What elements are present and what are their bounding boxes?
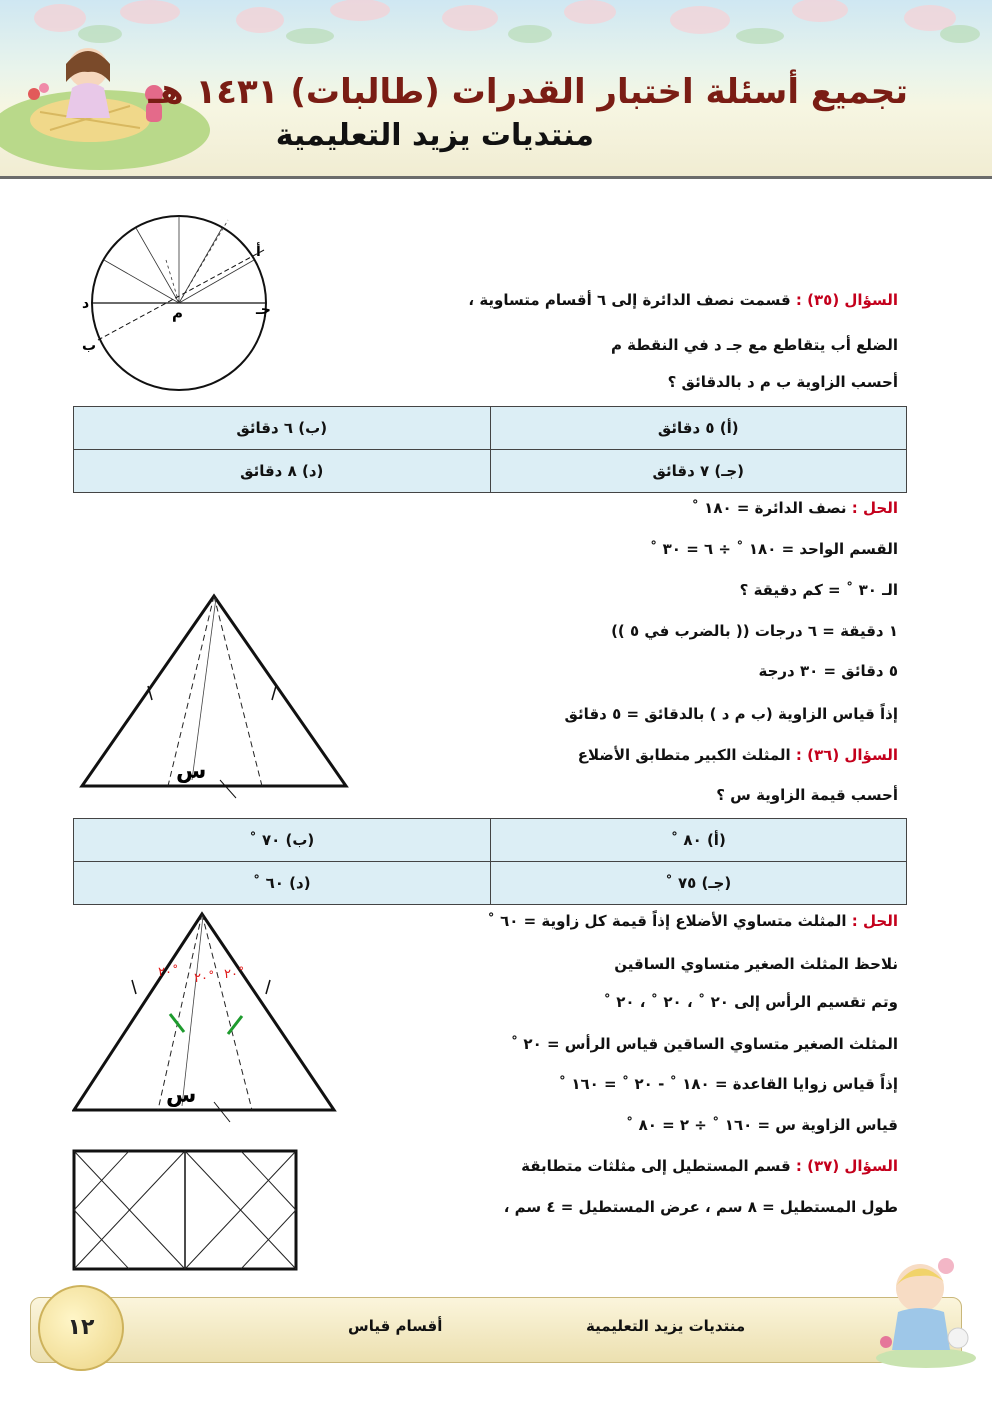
q35-text-1: قسمت نصف الدائرة إلى ٦ أقسام متساوية ،: [468, 291, 791, 309]
option-b[interactable]: (ب) ٧٠ ˚: [74, 819, 491, 862]
q36-text-1: المثلث الكبير متطابق الأضلاع: [577, 746, 791, 764]
page-footer: [30, 1297, 962, 1363]
angle-mark-2: ٢٠˚: [194, 971, 215, 986]
q36-label: السؤال (٣٦) :: [795, 746, 898, 764]
q35-solution-6: إذاً قياس الزاوية (ب م د ) بالدقائق = ٥ دقائق: [564, 705, 898, 723]
option-a[interactable]: (أ) ٨٠ ˚: [490, 819, 907, 862]
label-j: جـ: [256, 302, 271, 318]
angle-mark-1: ٢٠˚: [158, 965, 179, 980]
q35-solution-5: ٥ دقائق = ٣٠ درجة: [758, 662, 898, 680]
q36-solution-2: نلاحظ المثلث الصغير متساوي الساقين: [614, 955, 898, 973]
q36-solution-4: المثلث الصغير متساوي الساقين قياس الرأس = ٢٠ ˚: [510, 1035, 898, 1053]
triangle-figure-2: [72, 910, 342, 1125]
circle-figure: [78, 210, 278, 400]
option-d[interactable]: (د) ٦٠ ˚: [74, 862, 491, 905]
q36-line-1: [578, 746, 898, 764]
header-title: تجميع أسئلة اختبار القدرات (طالبات) ١٤٣١ هـ: [148, 72, 908, 112]
q35-solution-3: الـ ٣٠ ˚ = كم دقيقة ؟: [739, 581, 898, 599]
option-b[interactable]: (ب) ٦ دقائق: [74, 407, 491, 450]
triangle-figure-1: [76, 590, 356, 800]
q35-text-3: أحسب الزاوية ب م د بالدقائق ؟: [667, 373, 898, 391]
q37-text-1: قسم المستطيل إلى مثلثات متطابقة: [521, 1157, 791, 1175]
q35-solution-4: ١ دقيقة = ٦ درجات (( بالضرب في ٥ )): [611, 622, 898, 640]
q37-line-1: [521, 1157, 898, 1175]
q36-solution-label: الحل :: [851, 912, 898, 930]
q35-text-2: الضلع أب يتقاطع مع جـ د في النقطة م: [610, 336, 898, 354]
q36-text-2: أحسب قيمة الزاوية س ؟: [716, 786, 898, 804]
option-c[interactable]: (جـ) ٧٥ ˚: [490, 862, 907, 905]
label-s-2: س: [166, 1083, 197, 1108]
q37-text-2: طول المستطيل = ٨ سم ، عرض المستطيل = ٤ سم ،: [503, 1198, 898, 1216]
page-number: ١٢: [38, 1285, 124, 1371]
option-d[interactable]: (د) ٨ دقائق: [74, 450, 491, 493]
q36-options-table: [73, 818, 907, 905]
label-m: م: [172, 304, 183, 322]
option-c[interactable]: (جـ) ٧ دقائق: [490, 450, 907, 493]
q36-solution-5: إذاً قياس زوايا القاعدة = ١٨٠ ˚ - ٢٠ ˚ = ١٦٠ ˚: [558, 1075, 898, 1093]
q36-solution-3: وتم تقسيم الرأس إلى ٢٠ ˚ ، ٢٠ ˚ ، ٢٠ ˚: [603, 993, 898, 1011]
angle-mark-3: ٢٠˚: [224, 967, 245, 982]
q36-solution-1: الحل : المثلث متساوي الأضلاع إذاً قيمة كل زاوية = ٦٠ ˚: [487, 912, 898, 930]
option-a[interactable]: (أ) ٥ دقائق: [490, 407, 907, 450]
q35-label: السؤال (٣٥) :: [795, 291, 898, 309]
footer-section: أقسام قياس: [348, 1317, 443, 1335]
page-header: [0, 0, 992, 178]
q35-solution-2: القسم الواحد = ١٨٠ ˚ ÷ ٦ = ٣٠ ˚: [649, 540, 898, 558]
footer-character-illustration: [868, 1246, 980, 1370]
header-divider: [0, 176, 992, 179]
q35-line-1: [468, 291, 898, 309]
q36-solution-6: قياس الزاوية س = ١٦٠ ˚ ÷ ٢ = ٨٠ ˚: [625, 1116, 898, 1134]
footer-forum: منتديات يزيد التعليمية: [586, 1317, 746, 1335]
rectangle-figure: [72, 1149, 300, 1273]
q35-solution-1: الحل : نصف الدائرة = ١٨٠ ˚: [691, 499, 898, 517]
header-subtitle: منتديات يزيد التعليمية: [275, 118, 594, 153]
q35-options-table: [73, 406, 907, 493]
label-a: أ: [256, 244, 261, 260]
q37-label: السؤال (٣٧) :: [795, 1157, 898, 1175]
label-d: د: [82, 296, 90, 312]
q35-solution-label: الحل :: [851, 499, 898, 517]
label-b: ب: [82, 338, 97, 354]
label-s-1: س: [176, 759, 207, 784]
